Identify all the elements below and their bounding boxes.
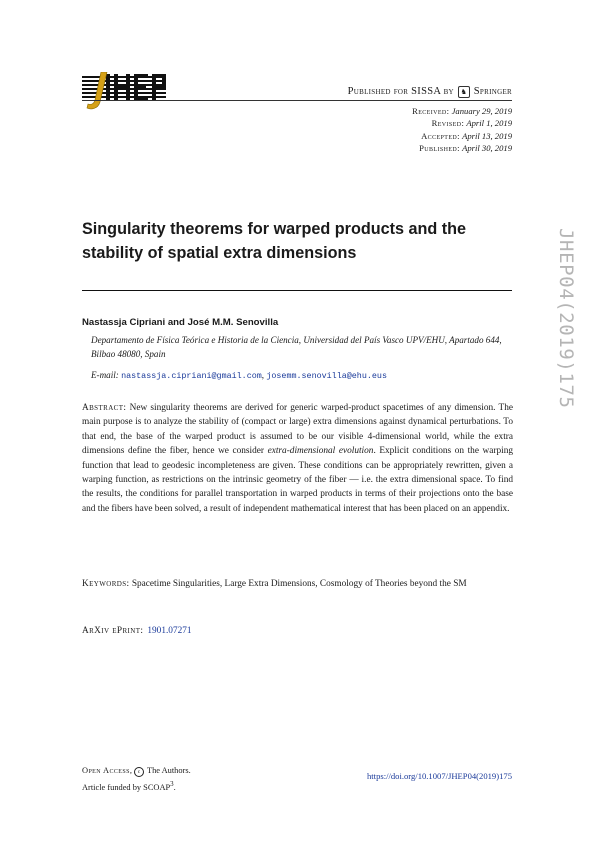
funding-text: Article funded by SCOAP: [82, 782, 171, 792]
arxiv-eprint: [82, 626, 192, 636]
publication-dates: [412, 105, 512, 154]
open-access-label: Open Access: [82, 766, 130, 775]
authors-note: The Authors.: [146, 766, 191, 775]
email-line: E-mail: nastassja.cipriani@gmail.com, josemm.senovilla@ehu.eus: [91, 370, 387, 381]
springer-horse-icon: ♞: [458, 86, 470, 98]
eprint-label: ArXiv ePrint:: [82, 626, 144, 636]
abstract-text-1: New singularity theorems are derived for generic warped-product spacetimes of any dimension. The main purpose is to analyze the stability of (compact or large) extra dimensions against dynamical perturbations. To that end, the base of the warped product is assumed to be our visible 4-dimensional world, while the extra dimensions define the fiber, hence we consider: [82, 403, 513, 457]
jhep-logo-graphic: [82, 72, 172, 110]
open-access-line: Open Access, c The Authors.: [82, 766, 191, 775]
abstract-text-2: . Explicit conditions on the warping function that lead to geodesic incompleteness are given. These conditions can be appropriately rewritten, given a warping function, as restrictions on the intrinsic geometry of the fiber — i.e. the extra dimensional space. To find the results, the conditions for parallel transportation in warped products in terms of their projections onto the base and the fibers have been solved, a result of independent mathematical interest that has been placed on an appendix.: [82, 446, 513, 514]
jhep-logo: [82, 72, 172, 110]
published-prefix: Published for SISSA by: [347, 86, 454, 97]
affiliation: Departamento de Física Teórica e Historia de la Ciencia, Universidad del País Vasco UPV/EHU, Apartado 644, Bilbao 48080, Spain: [91, 335, 502, 359]
date-label: Revised:: [431, 118, 465, 129]
header-rule: [82, 100, 512, 101]
keywords: [82, 577, 513, 591]
date-received: [412, 105, 512, 117]
date-value: April 13, 2019: [462, 130, 512, 141]
date-label: Accepted:: [421, 130, 460, 141]
date-label: Received:: [412, 106, 450, 116]
license-note: [82, 765, 191, 794]
date-published: [412, 142, 512, 154]
abstract: [82, 401, 513, 516]
funding-sup: 3: [170, 779, 174, 788]
email-link-2[interactable]: josemm.senovilla@ehu.eus: [266, 371, 387, 381]
authors: Nastassja Cipriani and José M.M. Senovilla: [82, 317, 279, 328]
funding-line: Article funded by SCOAP$^3$.: [82, 779, 176, 792]
date-value: April 1, 2019: [466, 118, 512, 129]
date-accepted: [412, 130, 512, 142]
abstract-emphasis: extra-dimensional evolution: [267, 446, 374, 457]
publisher-line: [348, 86, 512, 98]
keywords-text: Spacetime Singularities, Large Extra Dimensions, Cosmology of Theories beyond the SM: [131, 579, 467, 589]
date-value: April 30, 2019: [462, 142, 512, 153]
date-label: Published:: [419, 142, 460, 153]
title-rule: [82, 290, 512, 291]
publisher-name: Springer: [473, 86, 512, 97]
email-link-1[interactable]: nastassja.cipriani@gmail.com: [121, 371, 262, 381]
doi-link[interactable]: https://doi.org/10.1007/JHEP04(2019)175: [367, 771, 512, 781]
paper-title: Singularity theorems for warped products and the stability of spatial extra dimensions: [82, 220, 467, 262]
side-identifier: JHEP04(2019)175: [555, 228, 577, 409]
keywords-label: Keywords:: [82, 579, 130, 589]
email-label: E-mail:: [91, 370, 119, 380]
abstract-label: Abstract:: [82, 403, 127, 413]
date-revised: [412, 117, 512, 129]
eprint-link[interactable]: 1901.07271: [147, 626, 192, 636]
date-value: January 29, 2019: [451, 106, 512, 116]
copyright-cc-icon: c: [134, 767, 144, 777]
